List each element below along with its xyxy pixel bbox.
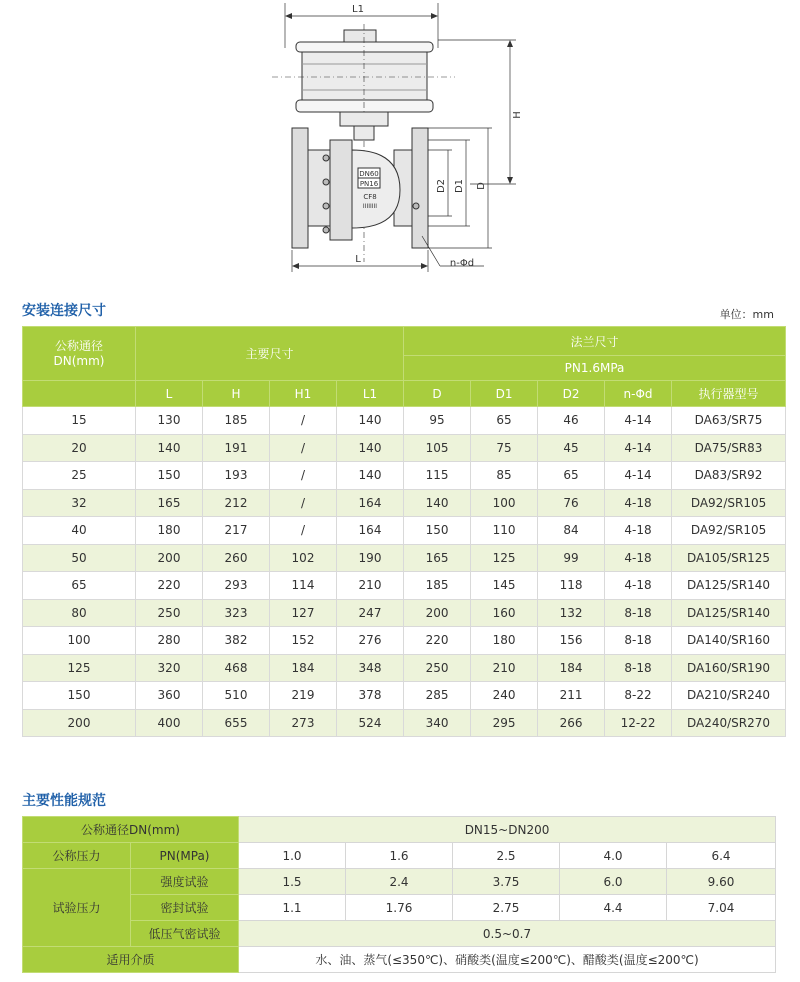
table-cell: / bbox=[270, 517, 337, 545]
header-col: H bbox=[203, 381, 270, 407]
table-cell: 80 bbox=[23, 599, 136, 627]
table-row bbox=[23, 407, 786, 435]
table-cell: 110 bbox=[471, 517, 538, 545]
table-cell: 295 bbox=[471, 709, 538, 737]
header-col: D1 bbox=[471, 381, 538, 407]
header-col: 执行器型号 bbox=[672, 381, 786, 407]
table-cell: 99 bbox=[538, 544, 605, 572]
table-cell: DA240/SR270 bbox=[672, 709, 786, 737]
table-cell: 95 bbox=[404, 407, 471, 435]
table-cell: 200 bbox=[136, 544, 203, 572]
table-cell: 280 bbox=[136, 627, 203, 655]
table-row bbox=[23, 654, 786, 682]
table-cell: 156 bbox=[538, 627, 605, 655]
table-cell: 40 bbox=[23, 517, 136, 545]
table-row bbox=[23, 462, 786, 490]
table-cell: 655 bbox=[203, 709, 270, 737]
table-cell: 184 bbox=[538, 654, 605, 682]
header-col: L1 bbox=[337, 381, 404, 407]
table-row bbox=[23, 434, 786, 462]
table-cell: 200 bbox=[404, 599, 471, 627]
table-cell: 8-22 bbox=[605, 682, 672, 710]
table-cell: 150 bbox=[136, 462, 203, 490]
table-cell: 276 bbox=[337, 627, 404, 655]
header-col: L bbox=[136, 381, 203, 407]
table-cell: DA210/SR240 bbox=[672, 682, 786, 710]
table-cell: 50 bbox=[23, 544, 136, 572]
table-cell: 4-18 bbox=[605, 572, 672, 600]
header-pressure: PN1.6MPa bbox=[404, 356, 786, 381]
pn-value: 4.0 bbox=[560, 843, 667, 869]
table-cell: 220 bbox=[136, 572, 203, 600]
table-cell: 323 bbox=[203, 599, 270, 627]
table-cell: 45 bbox=[538, 434, 605, 462]
table-cell: 165 bbox=[404, 544, 471, 572]
header-col: n-Φd bbox=[605, 381, 672, 407]
label-nominal-pressure: 公称压力 bbox=[23, 843, 131, 869]
table-cell: 190 bbox=[337, 544, 404, 572]
table-cell: 100 bbox=[23, 627, 136, 655]
seal-value: 7.04 bbox=[667, 895, 776, 921]
table-cell: 348 bbox=[337, 654, 404, 682]
table-cell: 152 bbox=[270, 627, 337, 655]
table-cell: 266 bbox=[538, 709, 605, 737]
table-cell: 211 bbox=[538, 682, 605, 710]
table-cell: 20 bbox=[23, 434, 136, 462]
dim-label-nd: n-Φd bbox=[449, 258, 475, 269]
table-cell: 250 bbox=[136, 599, 203, 627]
body-mark-dn: DN60 bbox=[359, 170, 379, 178]
seal-value: 1.76 bbox=[346, 895, 453, 921]
table-cell: 320 bbox=[136, 654, 203, 682]
table-cell: 65 bbox=[471, 407, 538, 435]
table-cell: 100 bbox=[471, 489, 538, 517]
strength-value: 6.0 bbox=[560, 869, 667, 895]
valve-technical-drawing bbox=[0, 0, 800, 290]
dim-label-h: H bbox=[512, 111, 523, 119]
section-title-performance: 主要性能规范 bbox=[22, 793, 106, 809]
table-cell: 140 bbox=[404, 489, 471, 517]
body-mark-material: CF8 bbox=[363, 193, 377, 201]
medium-value: 水、油、蒸气(≤350℃)、硝酸类(温度≤200℃)、醋酸类(温度≤200℃) bbox=[239, 947, 776, 973]
table-row bbox=[23, 627, 786, 655]
header-col: H1 bbox=[270, 381, 337, 407]
table-cell: 4-14 bbox=[605, 462, 672, 490]
table-cell: 150 bbox=[404, 517, 471, 545]
label-test-pressure: 试验压力 bbox=[23, 869, 131, 947]
strength-value: 1.5 bbox=[239, 869, 346, 895]
table-row bbox=[23, 517, 786, 545]
table-cell: 293 bbox=[203, 572, 270, 600]
strength-value: 3.75 bbox=[453, 869, 560, 895]
table-cell: 132 bbox=[538, 599, 605, 627]
table-cell: 75 bbox=[471, 434, 538, 462]
seal-value: 4.4 bbox=[560, 895, 667, 921]
table-cell: DA160/SR190 bbox=[672, 654, 786, 682]
table-cell: 102 bbox=[270, 544, 337, 572]
table-cell: 510 bbox=[203, 682, 270, 710]
body-mark-lines: IIIIIIII bbox=[362, 203, 378, 210]
table-cell: 65 bbox=[23, 572, 136, 600]
table-cell: 468 bbox=[203, 654, 270, 682]
table-cell: 191 bbox=[203, 434, 270, 462]
label-medium: 适用介质 bbox=[23, 947, 239, 973]
table-cell: 165 bbox=[136, 489, 203, 517]
table-cell: 164 bbox=[337, 489, 404, 517]
table-cell: DA125/SR140 bbox=[672, 599, 786, 627]
body-mark-pn: PN16 bbox=[359, 180, 379, 188]
table-cell: 524 bbox=[337, 709, 404, 737]
table-cell: 247 bbox=[337, 599, 404, 627]
table-row bbox=[23, 599, 786, 627]
table-cell: 212 bbox=[203, 489, 270, 517]
table-cell: 164 bbox=[337, 517, 404, 545]
table-row bbox=[23, 709, 786, 737]
table-cell: 140 bbox=[337, 407, 404, 435]
dim-label-d: D bbox=[476, 182, 487, 190]
table-cell: 8-18 bbox=[605, 654, 672, 682]
table-cell: 12-22 bbox=[605, 709, 672, 737]
label-seal-test: 密封试验 bbox=[131, 895, 239, 921]
label-strength-test: 强度试验 bbox=[131, 869, 239, 895]
table-cell: DA63/SR75 bbox=[672, 407, 786, 435]
table-cell: 15 bbox=[23, 407, 136, 435]
installation-dimensions-table bbox=[22, 326, 786, 737]
table-cell: 360 bbox=[136, 682, 203, 710]
table-cell: 382 bbox=[203, 627, 270, 655]
table-cell: 250 bbox=[404, 654, 471, 682]
dim-label-l: L bbox=[355, 254, 361, 265]
table-cell: 32 bbox=[23, 489, 136, 517]
header-main-dimensions: 主要尺寸 bbox=[136, 327, 404, 381]
table-cell: 118 bbox=[538, 572, 605, 600]
pn-value: 2.5 bbox=[453, 843, 560, 869]
table-cell: DA92/SR105 bbox=[672, 489, 786, 517]
table-cell: 184 bbox=[270, 654, 337, 682]
seal-value: 2.75 bbox=[453, 895, 560, 921]
table-cell: 200 bbox=[23, 709, 136, 737]
table-cell: 105 bbox=[404, 434, 471, 462]
pn-value: 1.6 bbox=[346, 843, 453, 869]
table-cell: 185 bbox=[203, 407, 270, 435]
table-cell: 8-18 bbox=[605, 627, 672, 655]
table-cell: 180 bbox=[136, 517, 203, 545]
table-cell: 4-18 bbox=[605, 544, 672, 572]
table-cell: 193 bbox=[203, 462, 270, 490]
table-cell: / bbox=[270, 434, 337, 462]
table-cell: DA83/SR92 bbox=[672, 462, 786, 490]
table-cell: 84 bbox=[538, 517, 605, 545]
table-cell: DA125/SR140 bbox=[672, 572, 786, 600]
table-cell: 273 bbox=[270, 709, 337, 737]
table-cell: 180 bbox=[471, 627, 538, 655]
header-col: D2 bbox=[538, 381, 605, 407]
table-row bbox=[23, 682, 786, 710]
table-cell: 4-18 bbox=[605, 517, 672, 545]
performance-spec-table bbox=[22, 816, 776, 973]
dim-label-d2: D2 bbox=[436, 178, 447, 194]
table-cell: 340 bbox=[404, 709, 471, 737]
pn-value: 1.0 bbox=[239, 843, 346, 869]
table-cell: 127 bbox=[270, 599, 337, 627]
table-cell: 240 bbox=[471, 682, 538, 710]
table-cell: 8-18 bbox=[605, 599, 672, 627]
table-cell: 76 bbox=[538, 489, 605, 517]
table-row bbox=[23, 572, 786, 600]
seal-value: 1.1 bbox=[239, 895, 346, 921]
table-cell: 140 bbox=[337, 434, 404, 462]
table-cell: 378 bbox=[337, 682, 404, 710]
table-row bbox=[23, 544, 786, 572]
table-cell: 150 bbox=[23, 682, 136, 710]
header-col: D bbox=[404, 381, 471, 407]
value-nominal-diameter: DN15~DN200 bbox=[239, 817, 776, 843]
header-dn: 公称通径 DN(mm) bbox=[23, 327, 136, 381]
strength-value: 2.4 bbox=[346, 869, 453, 895]
table-cell: 185 bbox=[404, 572, 471, 600]
table-cell: DA92/SR105 bbox=[672, 517, 786, 545]
table-cell: 125 bbox=[23, 654, 136, 682]
table-cell: 217 bbox=[203, 517, 270, 545]
table-cell: 114 bbox=[270, 572, 337, 600]
strength-value: 9.60 bbox=[667, 869, 776, 895]
table-cell: 125 bbox=[471, 544, 538, 572]
table-cell: DA75/SR83 bbox=[672, 434, 786, 462]
table-cell: 65 bbox=[538, 462, 605, 490]
table-cell: 400 bbox=[136, 709, 203, 737]
header-flange-dimensions: 法兰尺寸 bbox=[404, 327, 786, 356]
section-title-installation: 安装连接尺寸 bbox=[22, 303, 106, 319]
table-cell: 160 bbox=[471, 599, 538, 627]
pn-value: 6.4 bbox=[667, 843, 776, 869]
dim-label-d1: D1 bbox=[454, 178, 465, 194]
table-cell: / bbox=[270, 407, 337, 435]
unit-label: 单位：mm bbox=[719, 308, 774, 321]
table-cell: 46 bbox=[538, 407, 605, 435]
table-cell: 85 bbox=[471, 462, 538, 490]
header-empty bbox=[23, 381, 136, 407]
table-cell: 285 bbox=[404, 682, 471, 710]
table-cell: 4-18 bbox=[605, 489, 672, 517]
table-cell: 4-14 bbox=[605, 434, 672, 462]
dim-label-l1: L1 bbox=[352, 4, 364, 15]
table-cell: 210 bbox=[471, 654, 538, 682]
table-cell: / bbox=[270, 462, 337, 490]
gas-test-value: 0.5~0.7 bbox=[239, 921, 776, 947]
label-gas-test: 低压气密试验 bbox=[131, 921, 239, 947]
table-cell: DA140/SR160 bbox=[672, 627, 786, 655]
table-cell: 140 bbox=[136, 434, 203, 462]
label-pn-mpa: PN(MPa) bbox=[131, 843, 239, 869]
table-cell: 25 bbox=[23, 462, 136, 490]
table-cell: 210 bbox=[337, 572, 404, 600]
table-cell: 219 bbox=[270, 682, 337, 710]
table-row bbox=[23, 489, 786, 517]
label-nominal-diameter: 公称通径DN(mm) bbox=[23, 817, 239, 843]
table-cell: / bbox=[270, 489, 337, 517]
table-cell: 140 bbox=[337, 462, 404, 490]
table-cell: 130 bbox=[136, 407, 203, 435]
table-cell: 115 bbox=[404, 462, 471, 490]
table-cell: 260 bbox=[203, 544, 270, 572]
table-cell: 220 bbox=[404, 627, 471, 655]
table-cell: DA105/SR125 bbox=[672, 544, 786, 572]
table-cell: 145 bbox=[471, 572, 538, 600]
table-cell: 4-14 bbox=[605, 407, 672, 435]
